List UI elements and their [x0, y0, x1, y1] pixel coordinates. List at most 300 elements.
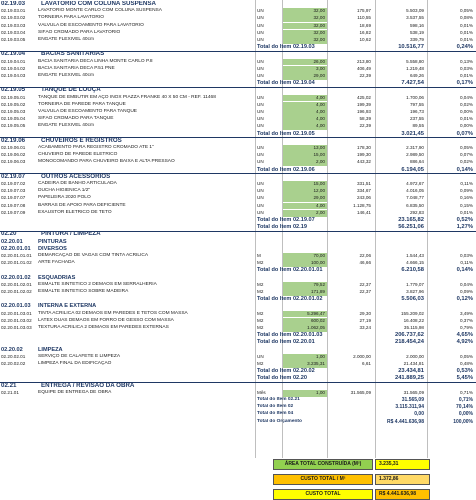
item-unit: UN	[257, 202, 264, 208]
item-unit-price: 243,06	[356, 195, 371, 201]
item-code: 02.20.01.03.01	[1, 310, 32, 316]
item-unit-price: 146,41	[356, 209, 371, 215]
item-code: 02.20.01.03.02	[1, 317, 32, 323]
budget-item-row	[0, 195, 476, 202]
item-percent: 0,03%	[459, 65, 473, 71]
item-unit-price: 110,55	[357, 15, 371, 21]
subtotal-value: 0,00	[414, 411, 424, 418]
budget-item-row	[0, 152, 476, 159]
item-total: 2.989,50	[406, 152, 424, 158]
item-code: 02.19.05.03	[1, 109, 26, 114]
subtotal-row	[0, 217, 476, 224]
item-quantity: 1,00	[316, 389, 325, 395]
item-total: 35.115,98	[403, 325, 424, 330]
budget-item-row	[0, 145, 476, 152]
item-unit: UN	[257, 22, 264, 28]
budget-item-row	[0, 253, 476, 260]
subsection-heading-row	[0, 303, 476, 310]
budget-item-row	[0, 318, 476, 325]
item-description: EXAUSTOR ELÉTRICO DE TETO	[38, 209, 112, 215]
item-quantity: 26,00	[313, 58, 325, 64]
item-description: BARRAS DE APOIO PARA DEFICIENTE	[38, 202, 126, 208]
item-total: 5.503,09	[406, 8, 424, 14]
subtotal-label: Total do Item 02.20	[257, 375, 307, 382]
subtotal-value: 6.194,05	[401, 166, 424, 173]
item-total: 797,55	[409, 101, 424, 107]
item-unit: UN	[257, 29, 264, 35]
item-quantity: 2,00	[316, 209, 325, 215]
budget-item-row	[0, 289, 476, 296]
subtotal-value: 23.434,81	[398, 368, 424, 375]
grand-total-row	[0, 397, 476, 404]
item-unit: UN	[257, 15, 264, 21]
subtotal-value: 206.737,62	[394, 332, 424, 339]
item-unit: UN	[257, 181, 264, 186]
item-description: TEXTURA ACRÍLICA 2 DEMÃOS EM PAREDES EXTERNAS	[38, 325, 169, 330]
item-description: TINTA ACRÍLICA 02 DEMÃOS EM PAREDES E TETOS COM MASSA	[38, 310, 188, 316]
item-quantity: 29,00	[313, 195, 325, 201]
item-description: ENGATE FLEXÍVEL 40cm	[38, 73, 94, 78]
item-unit-price: 213,80	[356, 58, 371, 64]
summary-label: CUSTO TOTAL / M²	[300, 476, 346, 482]
item-total: 3.537,55	[406, 15, 424, 21]
item-unit: UN	[257, 37, 264, 42]
subtotal-percent: 0,24%	[456, 44, 473, 51]
item-percent: 0,01%	[459, 73, 473, 78]
budget-item-row	[0, 159, 476, 166]
item-percent: 0,05%	[459, 8, 473, 14]
item-code: 02.19.05.05	[1, 123, 26, 129]
item-percent: 0,05%	[459, 353, 473, 359]
item-quantity: 5.296,47	[307, 310, 325, 316]
item-unit: UN	[257, 65, 264, 71]
budget-item-row	[0, 102, 476, 109]
subtotal-label: Total do Item 02.20.02	[257, 368, 315, 375]
subtotal-label: Total do Item 02.19.05	[257, 130, 315, 137]
subtotal-percent: 1,27%	[456, 224, 473, 231]
item-quantity: 32,00	[313, 8, 325, 14]
item-code: 02.20.02.01	[1, 353, 26, 359]
section-divider	[0, 87, 476, 88]
item-unit: UN	[257, 123, 264, 129]
item-quantity: 600,02	[310, 317, 325, 323]
subtotal-row	[0, 267, 476, 274]
item-percent: 0,48%	[459, 361, 473, 366]
item-percent: 0,03%	[459, 253, 473, 258]
subtotal-percent: 0,71%	[458, 397, 473, 403]
item-code: 02.19.06.03	[1, 159, 26, 165]
item-percent: 0,08%	[459, 15, 473, 21]
item-unit-price: 443,32	[356, 159, 371, 165]
item-total: 1.219,48	[406, 65, 424, 71]
summary-value-box	[375, 489, 430, 500]
budget-item-row	[0, 73, 476, 80]
item-unit: UN	[257, 159, 264, 165]
budget-item-row	[0, 116, 476, 123]
subtotal-label: Total do Item 02.20.01.03	[257, 332, 323, 339]
item-quantity: 32,00	[313, 29, 325, 35]
section-heading-row	[0, 87, 476, 94]
subtotal-label: Total do Item 02.19.03	[257, 44, 315, 51]
section-code: 02.21	[1, 382, 17, 389]
budget-item-row	[0, 109, 476, 116]
subtotal-percent: 0,17%	[456, 80, 473, 87]
item-code: 02.19.03.05	[1, 37, 26, 42]
item-total: 4.666,15	[406, 260, 424, 266]
item-quantity: 100,00	[310, 260, 325, 266]
section-title: ENTREGA / REVISÃO DA OBRA	[41, 382, 135, 389]
budget-item-row	[0, 59, 476, 66]
subsection-heading-row	[0, 239, 476, 246]
item-unit: UN	[257, 152, 264, 158]
item-total: 6.835,50	[406, 202, 424, 208]
item-percent: 0,16%	[459, 195, 473, 201]
subsection-heading-row	[0, 246, 476, 253]
subtotal-value: 5.506,03	[401, 296, 424, 303]
item-total: 3.827,96	[406, 289, 424, 294]
item-description: ENGATE FLEXÍVEL 40cm	[38, 37, 94, 42]
subtotal-value: 6.210,58	[401, 267, 424, 274]
item-description: ESMALTE SINTÉTICO SOBRE MADEIRA	[38, 289, 129, 294]
item-unit: UN	[257, 101, 264, 107]
item-unit: M	[257, 253, 261, 258]
item-total: 16.408,22	[403, 317, 424, 323]
item-total: 1.700,06	[406, 94, 424, 100]
item-description: MONOCOMANDO PARA CHUVEIRO BAIXA E ALTA PRESSÃO	[38, 159, 175, 165]
item-percent: 0,01%	[459, 22, 473, 28]
section-title: OUTROS ACESSÓRIOS	[41, 173, 111, 180]
subtotal-value: 56.251,06	[398, 224, 424, 231]
section-code: 02.19.06	[1, 137, 26, 144]
budget-item-row	[0, 325, 476, 332]
item-code: 02.19.04.03	[1, 73, 26, 78]
section-code: 02.20.01.03	[1, 303, 31, 310]
item-code: 02.20.01.01.01	[1, 253, 32, 258]
item-code: 02.19.07.09	[1, 209, 26, 215]
item-percent: 0,15%	[459, 202, 473, 208]
item-quantity: 2,00	[316, 159, 325, 165]
budget-item-row	[0, 282, 476, 289]
section-divider	[0, 382, 476, 383]
item-description: LAVATÓRIO MONTE CARLO COM COLUNA SUSPENSA	[38, 8, 162, 14]
subtotal-percent: 0,52%	[456, 217, 473, 223]
section-divider	[0, 51, 476, 52]
item-total: 31.565,09	[403, 389, 424, 395]
section-heading-row	[0, 138, 476, 145]
item-quantity: 3.235,31	[307, 361, 325, 366]
item-description: ENGATE FLEXÍVEL 40cm	[38, 123, 94, 129]
item-code: 02.19.05.01	[1, 94, 26, 100]
item-unit: UN	[257, 116, 264, 122]
budget-item-row	[0, 15, 476, 22]
item-code: 02.20.01.02.02	[1, 289, 32, 294]
item-total: 2.317,90	[406, 145, 424, 150]
budget-item-row	[0, 260, 476, 267]
item-unit-price: 199,30	[356, 152, 371, 158]
item-quantity: 4,00	[316, 94, 325, 100]
item-total: 292,83	[409, 209, 424, 215]
subtotal-percent: 70,14%	[456, 404, 473, 411]
section-title: DIVERSOS	[38, 245, 67, 252]
item-unit-price: 46,66	[359, 260, 371, 266]
budget-item-row	[0, 123, 476, 130]
item-percent: 0,01%	[459, 116, 473, 122]
section-code: 02.20.02	[1, 346, 23, 353]
item-quantity: 32,00	[313, 22, 325, 28]
item-percent: 0,09%	[459, 289, 473, 294]
subtotal-percent: 0,14%	[456, 166, 473, 173]
item-description: EQUIPE DE ENTREGA DE OBRA	[38, 389, 112, 395]
summary-label: CUSTO TOTAL	[305, 491, 341, 497]
subtotal-row	[0, 296, 476, 303]
item-code: 02.19.06.02	[1, 152, 26, 158]
item-total: 5.558,80	[406, 58, 424, 64]
subtotal-percent: 100,00%	[453, 418, 473, 425]
item-code: 02.19.03.03	[1, 22, 26, 28]
subtotal-label: Total do Item 02.20.01.01	[257, 267, 323, 274]
subtotal-percent: 0,07%	[456, 130, 473, 137]
subtotal-percent: 0,00%	[458, 411, 473, 418]
item-total: 538,19	[409, 29, 424, 35]
item-quantity: 29,00	[313, 73, 325, 78]
item-total: 196,73	[409, 109, 424, 114]
item-total: 649,26	[409, 73, 424, 78]
subtotal-value: 3.021,45	[401, 130, 424, 137]
item-percent: 0,01%	[459, 209, 473, 215]
budget-item-row	[0, 37, 476, 44]
item-percent: 0,04%	[459, 94, 473, 100]
section-title: BACIAS SANITÁRIAS	[41, 51, 105, 58]
item-quantity: 4,00	[316, 109, 325, 114]
subtotal-label: Total do Item 02.20.01	[257, 339, 315, 346]
section-heading-row	[0, 174, 476, 181]
subtotal-label: Total do Item 02.19.07	[257, 217, 315, 223]
summary-value-box	[375, 474, 430, 485]
item-unit-price: 22,39	[359, 123, 371, 129]
subsection-heading-row	[0, 275, 476, 282]
item-unit-price: 16,82	[359, 29, 371, 35]
item-percent: 0,71%	[459, 389, 473, 395]
item-quantity: 32,00	[313, 37, 325, 42]
budget-item-row	[0, 188, 476, 195]
subtotal-label: Total do Item 02.19.06	[257, 166, 315, 173]
item-code: 02.19.05.02	[1, 101, 26, 107]
budget-item-row	[0, 8, 476, 15]
item-unit-price: 31.565,09	[350, 389, 371, 395]
item-description: SERVIÇO DE CALAFETE E LIMPEZA	[38, 353, 121, 359]
item-quantity: 13,00	[313, 145, 325, 150]
item-unit: UN	[257, 94, 264, 100]
item-percent: 0,11%	[460, 181, 473, 186]
item-code: 02.20.01.01.02	[1, 260, 32, 266]
budget-item-row	[0, 390, 476, 397]
item-unit-price: 29,30	[359, 310, 371, 316]
item-code: 02.21.01	[1, 389, 19, 395]
item-code: 02.19.03.02	[1, 15, 26, 21]
item-percent: 0,37%	[459, 317, 473, 323]
item-total: 89,55	[412, 123, 424, 129]
budget-item-row	[0, 66, 476, 73]
item-unit-price: 331,51	[356, 181, 371, 186]
section-heading-row	[0, 1, 476, 8]
section-code: 02.19.05	[1, 87, 26, 94]
item-total: 2.000,00	[406, 353, 424, 359]
item-total: 598,16	[409, 22, 424, 28]
item-total: 155.209,02	[401, 310, 424, 316]
subtotal-row	[0, 339, 476, 346]
item-code: 02.19.04.01	[1, 58, 26, 64]
item-percent: 0,00%	[459, 123, 473, 129]
section-title: PINTURAS	[38, 238, 67, 245]
item-quantity: 12,00	[313, 188, 325, 194]
item-unit: UN	[257, 73, 264, 78]
section-code: 02.19.04	[1, 51, 26, 58]
subtotal-percent: 0,14%	[456, 267, 473, 274]
item-unit-price: 18,69	[359, 22, 371, 28]
item-quantity: 79,52	[313, 281, 325, 287]
item-unit-price: 22,06	[359, 253, 371, 258]
item-total: 4.016,05	[406, 188, 424, 194]
subtotal-label: Total do Item 02.19	[257, 224, 307, 231]
section-code: 02.19.03	[1, 1, 26, 7]
item-unit-price: 196,93	[356, 109, 371, 114]
item-unit: UN	[257, 188, 264, 194]
item-unit-price: 2.000,00	[353, 353, 371, 359]
item-unit: M2	[257, 361, 264, 366]
item-quantity: 4,00	[316, 116, 325, 122]
item-unit-price: 33,24	[359, 325, 371, 330]
section-title: INTERNA E EXTERNA	[38, 303, 97, 310]
item-percent: 0,11%	[460, 260, 473, 266]
item-quantity: 15,00	[313, 152, 325, 158]
summary-label-box	[273, 489, 373, 500]
item-unit-price: 1.128,75	[353, 202, 371, 208]
subtotal-label: Total do Item 02.20.01.02	[257, 296, 323, 303]
item-unit-price: 175,97	[356, 8, 371, 14]
item-unit: UN	[257, 109, 264, 114]
item-unit: UN	[257, 209, 264, 215]
item-description: SIFÃO CROMADO PARA TANQUE	[38, 116, 114, 122]
item-total: 21.434,81	[403, 361, 424, 366]
item-total: 4.972,67	[406, 181, 424, 186]
grand-total-row	[0, 404, 476, 411]
summary-label-box	[273, 459, 373, 470]
item-unit-price: 178,30	[356, 145, 371, 150]
item-quantity: 1.062,05	[307, 325, 325, 330]
section-divider	[0, 231, 476, 232]
item-description: ARTE FACHADA	[38, 260, 75, 266]
item-percent: 0,01%	[459, 29, 473, 35]
item-quantity: 1,00	[316, 353, 325, 359]
budget-item-row	[0, 210, 476, 217]
item-description: CHUVEIRO DE PAREDE ELÉTRICO	[38, 152, 118, 158]
item-unit-price: 10,62	[359, 37, 371, 42]
summary-label-box	[273, 474, 373, 485]
summary-value-box	[375, 459, 430, 470]
subtotal-percent: 5,45%	[456, 375, 473, 382]
section-code: 02.20	[1, 231, 17, 238]
item-description: PAPELEIRA 2020 POLO	[38, 195, 91, 201]
item-code: 02.19.06.01	[1, 145, 26, 150]
item-unit: M2	[257, 310, 264, 316]
item-percent: 0,07%	[459, 152, 473, 158]
item-unit-price: 27,19	[359, 317, 371, 323]
item-code: 02.19.07.08	[1, 202, 26, 208]
budget-item-row	[0, 311, 476, 318]
item-code: 02.20.02.02	[1, 361, 26, 366]
item-quantity: 4,00	[316, 202, 325, 208]
item-description: TANQUE DE EMBUTIR EM AÇO INOX PIAZZA FRANKE 40 X 50 CM - REF. 11468	[38, 94, 216, 100]
item-unit-price: 406,49	[356, 65, 371, 71]
item-unit-price: 425,02	[356, 94, 371, 100]
summary-value: R$ 4.441.636,98	[379, 491, 416, 497]
item-unit: M2	[257, 281, 264, 287]
item-quantity: 3,00	[316, 65, 325, 71]
item-code: 02.19.03.04	[1, 29, 26, 35]
summary-value: 3.235,31	[379, 461, 399, 467]
item-description: ACABAMENTO PARA REGISTRO CROMADO ATÉ 1"	[38, 145, 154, 150]
item-total: 237,55	[409, 116, 424, 122]
item-unit: Mês	[257, 389, 266, 395]
item-total: 1.779,07	[406, 281, 424, 287]
grand-total-row	[0, 419, 476, 426]
subtotal-value: 241.889,25	[394, 375, 424, 382]
section-title: PINTURA / LIMPEZA	[41, 231, 101, 238]
item-code: 02.19.04.02	[1, 65, 26, 71]
item-unit: UN	[257, 353, 264, 359]
item-percent: 0,04%	[459, 281, 473, 287]
item-description: BACIA SANITÁRIA DECA LINHA MONTE CARLO P.8	[38, 58, 153, 64]
item-percent: 0,13%	[459, 58, 473, 64]
budget-item-row	[0, 30, 476, 37]
item-quantity: 4,00	[316, 123, 325, 129]
item-unit-price: 22,37	[359, 281, 371, 287]
subtotal-label: Total do Item 02.21	[257, 397, 300, 402]
section-heading-row	[0, 383, 476, 390]
section-title: LIMPEZA	[38, 346, 63, 353]
subtotal-label: Total do Orçamento	[257, 418, 302, 424]
subtotal-row	[0, 332, 476, 339]
budget-item-row	[0, 203, 476, 210]
item-description: ESMALTE SINTÉTICO 2 DEMÃOS EM SERRALHERIA	[38, 281, 157, 287]
item-description: VÁLVULA DE ESCOAMENTO PARA TANQUE	[38, 109, 137, 114]
item-percent: 0,09%	[459, 188, 473, 194]
item-description: DUCHA HIGIÊNICA 1/2"	[38, 188, 91, 194]
item-total: 886,64	[409, 159, 424, 165]
item-unit-price: 22,39	[359, 73, 371, 78]
section-code: 02.20.01.01	[1, 245, 31, 252]
section-title: LAVATÓRIO COM COLUNA SUSPENSA	[41, 1, 156, 7]
section-divider	[0, 173, 476, 174]
item-code: 02.19.07.02	[1, 181, 26, 186]
summary-label: ÁREA TOTAL CONSTRUÍDA (M²)	[284, 461, 362, 467]
item-unit: M2	[257, 289, 264, 294]
section-title: CHUVEIROS E REGISTROS	[41, 137, 122, 144]
subtotal-percent: 0,53%	[456, 368, 473, 375]
item-description: LIMPEZA FINAL DA EDIFICAÇÃO	[38, 361, 112, 366]
item-percent: 0,01%	[459, 37, 473, 42]
item-unit: M2	[257, 325, 264, 330]
item-unit-price: 6,61	[362, 361, 371, 366]
item-code: 02.20.01.02.01	[1, 281, 32, 287]
subtotal-value: 218.454,24	[394, 339, 424, 346]
subtotal-percent: 4,92%	[456, 339, 473, 346]
item-code: 02.19.07.03	[1, 188, 26, 194]
section-code: 02.19.07	[1, 173, 26, 180]
subtotal-value: 10.516,77	[398, 44, 424, 51]
item-description: CADEIRA DE BANHO ARTICULADA	[38, 181, 117, 186]
subtotal-percent: 0,12%	[456, 296, 473, 303]
